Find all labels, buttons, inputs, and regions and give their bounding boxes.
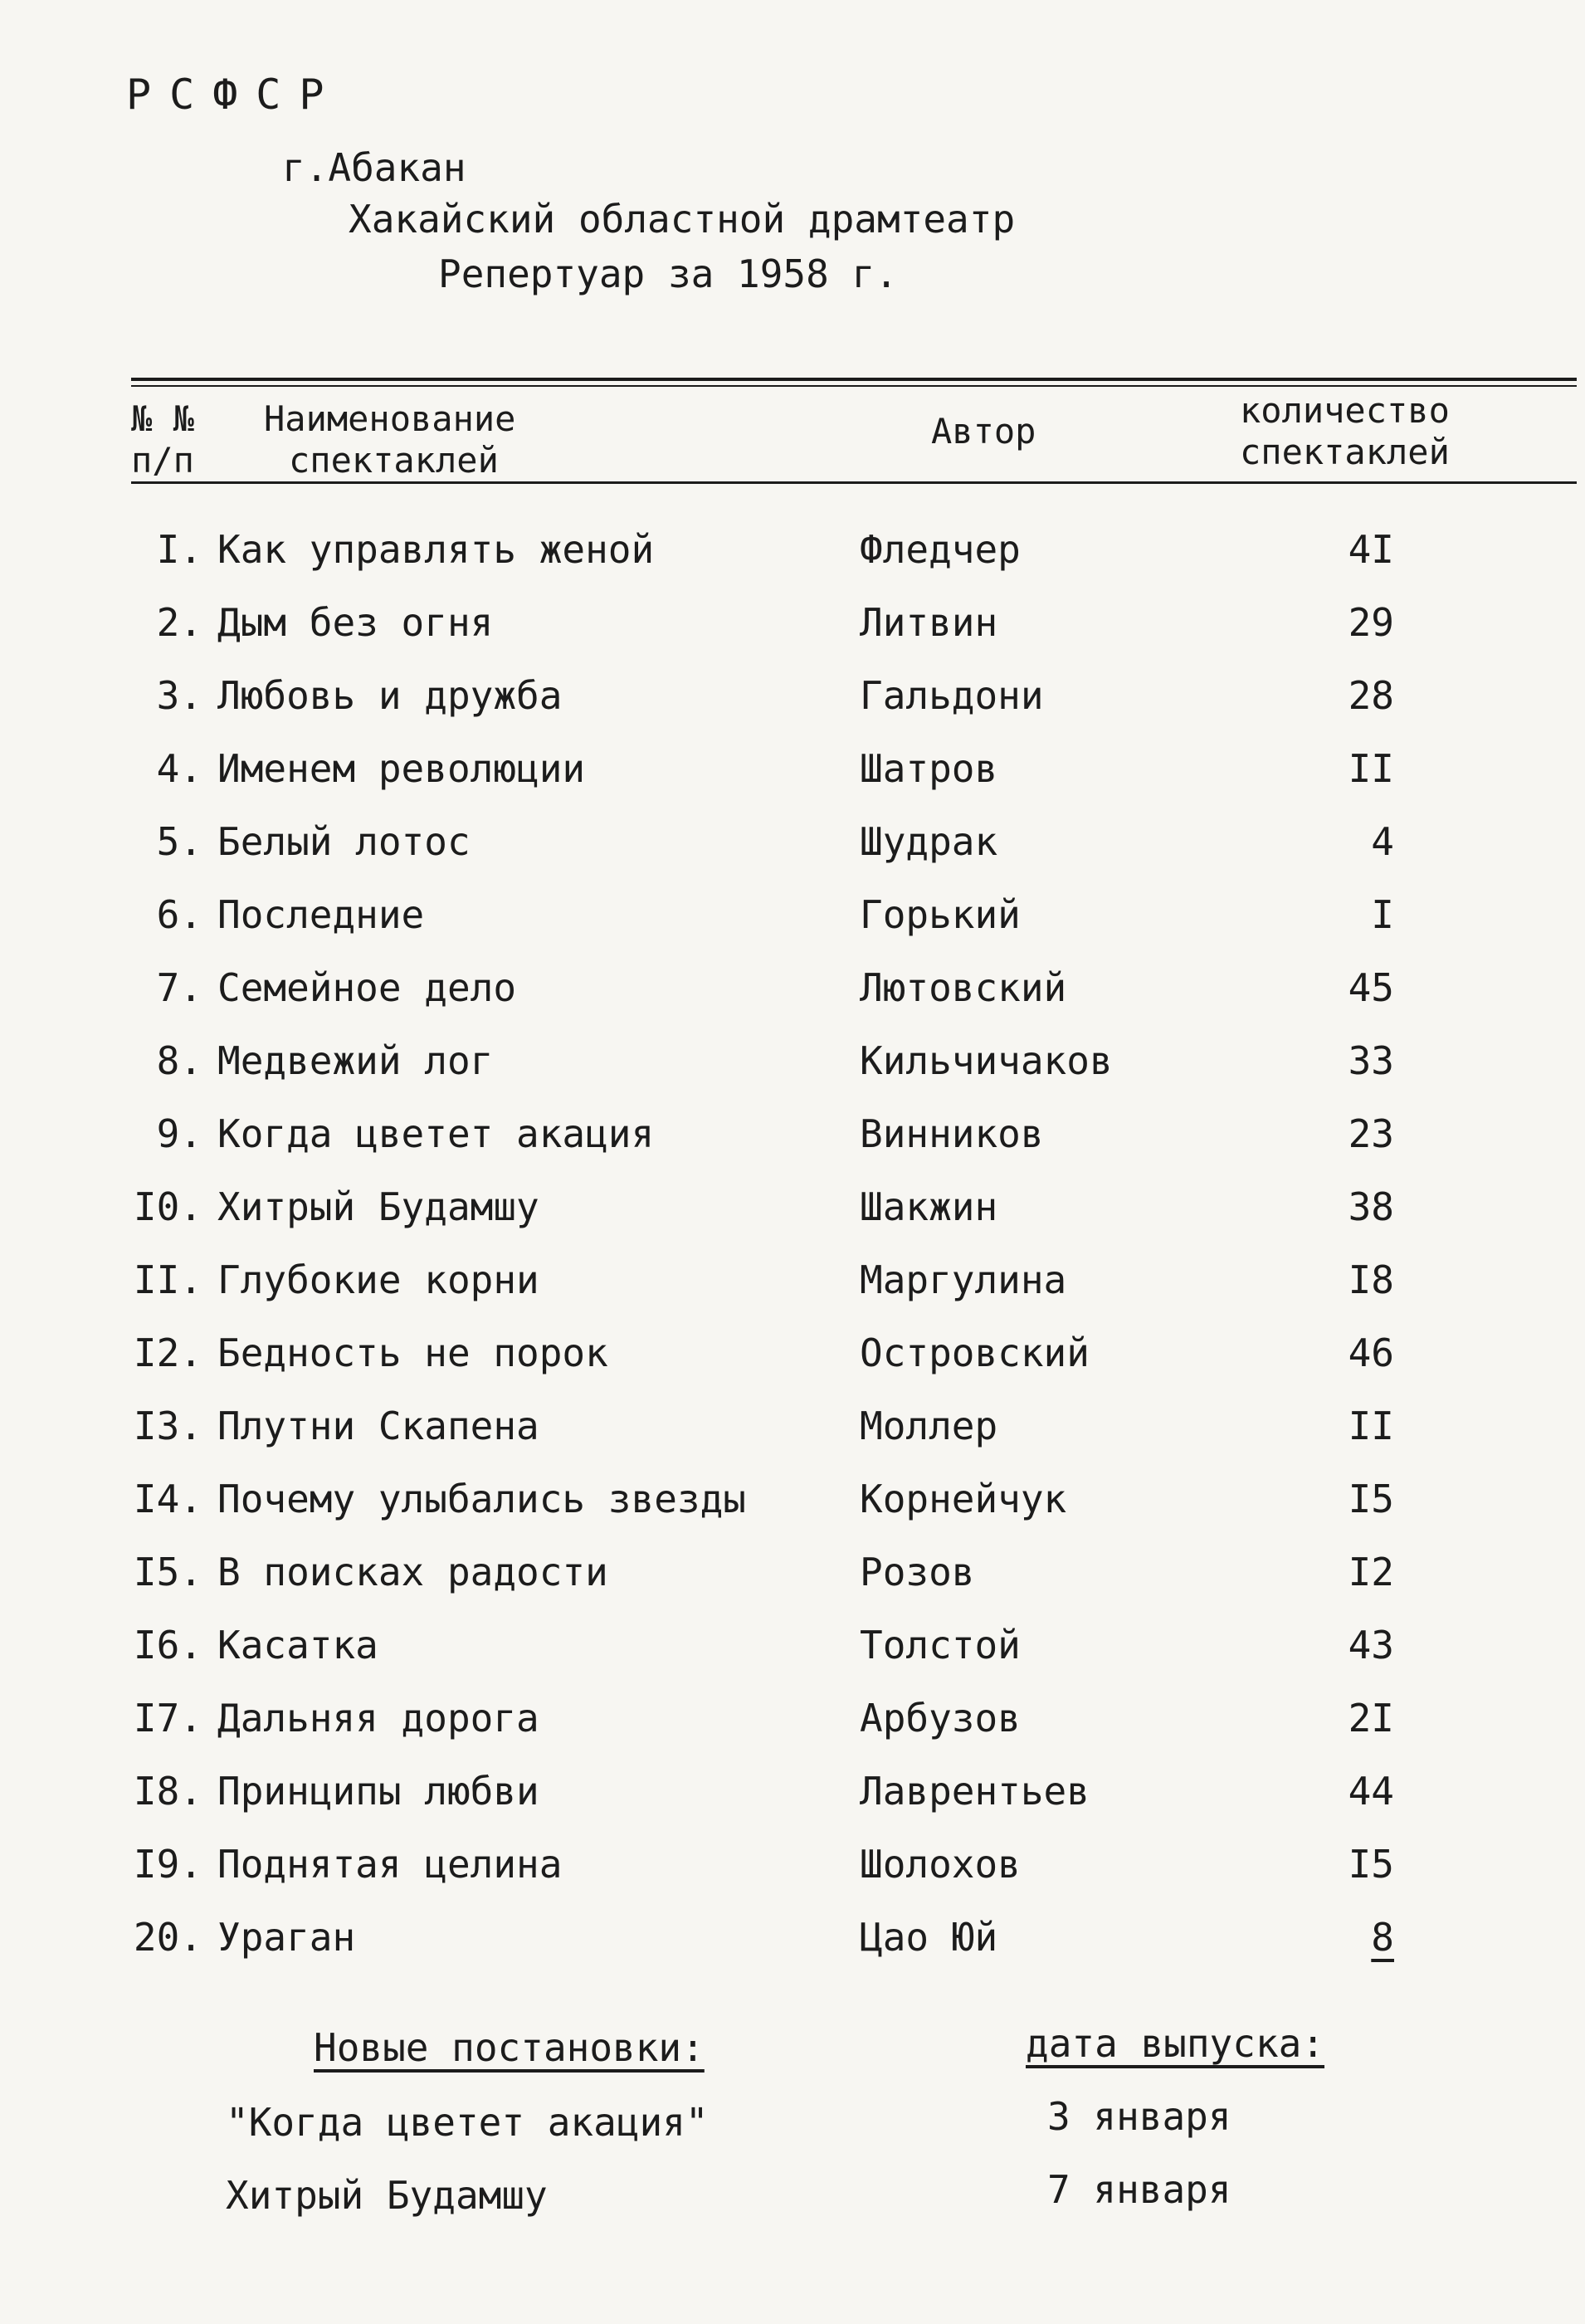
row-number: I7. <box>133 1696 202 1741</box>
row-author: Гальдони <box>860 673 1044 718</box>
row-author: Цао Юй <box>860 1915 998 1960</box>
table-row <box>0 965 1585 1038</box>
row-count: 2I <box>1348 1696 1394 1741</box>
row-title: Белый лотос <box>217 819 471 864</box>
row-number: I5. <box>133 1550 202 1594</box>
row-number: 5. <box>156 819 202 864</box>
table-row <box>0 1769 1585 1842</box>
row-author: Шакжин <box>860 1184 998 1229</box>
row-count: I2 <box>1348 1550 1394 1594</box>
row-count: II <box>1348 1404 1394 1448</box>
column-header-number-line1: № № <box>131 398 194 439</box>
row-count: 28 <box>1348 673 1394 718</box>
repertoire-heading: Репертуар за 1958 г. <box>438 251 898 296</box>
table-row <box>0 1842 1585 1915</box>
row-count: I5 <box>1348 1477 1394 1521</box>
column-header-number <box>131 398 194 481</box>
row-number: 6. <box>156 892 202 937</box>
row-number: I8. <box>133 1769 202 1814</box>
row-author: Лютовский <box>860 965 1067 1010</box>
table-row <box>0 673 1585 746</box>
row-count: 46 <box>1348 1330 1394 1375</box>
row-title: Дым без огня <box>217 600 494 645</box>
table-row <box>0 1696 1585 1769</box>
table-row <box>0 746 1585 819</box>
row-title: Бедность не порок <box>217 1330 608 1375</box>
row-author: Толстой <box>860 1623 1021 1667</box>
row-count: I8 <box>1348 1257 1394 1302</box>
table-row <box>0 819 1585 892</box>
table-header-rule <box>131 481 1577 484</box>
column-header-author: Автор <box>931 411 1036 452</box>
row-number: I9. <box>133 1842 202 1887</box>
column-header-count-line2: спектаклей <box>1240 432 1450 472</box>
table-top-rule-thin <box>131 385 1577 387</box>
row-title: В поисках радости <box>217 1550 608 1594</box>
row-count: 43 <box>1348 1623 1394 1667</box>
row-author: Кильчичаков <box>860 1038 1113 1083</box>
row-title: Поднятая целина <box>217 1842 563 1887</box>
row-title: Медвежий лог <box>217 1038 494 1083</box>
table-row <box>0 1550 1585 1623</box>
column-header-title-line2: спектаклей <box>289 440 499 481</box>
row-author: Маргулина <box>860 1257 1067 1302</box>
new-production-date: 3 января <box>1047 2094 1231 2139</box>
row-count: 44 <box>1348 1769 1394 1814</box>
new-production-date: 7 января <box>1047 2167 1231 2212</box>
row-author: Арбузов <box>860 1696 1021 1741</box>
column-header-count <box>1240 390 1450 473</box>
repertoire-table <box>0 527 1585 1988</box>
row-count: I <box>1371 892 1394 937</box>
table-row <box>0 1111 1585 1184</box>
row-number: I0. <box>133 1184 202 1229</box>
row-title: Плутни Скапена <box>217 1404 539 1448</box>
row-title: Как управлять женой <box>217 527 655 572</box>
row-number: 2. <box>156 600 202 645</box>
row-count: 33 <box>1348 1038 1394 1083</box>
row-author: Островский <box>860 1330 1090 1375</box>
row-number: 8. <box>156 1038 202 1083</box>
new-production-title: Хитрый Будамшу <box>226 2173 548 2218</box>
row-author: Горький <box>860 892 1021 937</box>
column-header-title <box>264 398 515 481</box>
row-title: Последние <box>217 892 425 937</box>
row-number: I. <box>156 527 202 572</box>
row-title: Когда цветет акация <box>217 1111 655 1156</box>
row-number: I2. <box>133 1330 202 1375</box>
country-heading: РСФСР <box>126 71 343 119</box>
row-count: 38 <box>1348 1184 1394 1229</box>
table-row <box>0 1404 1585 1477</box>
table-row <box>0 1184 1585 1257</box>
table-row <box>0 1330 1585 1404</box>
row-number: II. <box>133 1257 202 1302</box>
row-author: Винников <box>860 1111 1044 1156</box>
new-production-title: "Когда цветет акация" <box>226 2100 709 2145</box>
row-title: Именем революции <box>217 746 586 791</box>
row-title: Любовь и дружба <box>217 673 563 718</box>
column-header-number-line2: п/п <box>131 440 194 481</box>
row-count: 4 <box>1371 819 1394 864</box>
row-number: I4. <box>133 1477 202 1521</box>
row-number: I3. <box>133 1404 202 1448</box>
theatre-heading: Хакайский областной драмтеатр <box>349 197 1016 242</box>
table-row <box>0 892 1585 965</box>
row-title: Почему улыбались звезды <box>217 1477 746 1521</box>
table-row <box>0 1038 1585 1111</box>
row-author: Фледчер <box>860 527 1021 572</box>
table-row <box>0 1915 1585 1988</box>
table-row <box>0 1623 1585 1696</box>
row-count: 29 <box>1348 600 1394 645</box>
table-row <box>0 600 1585 673</box>
row-title: Хитрый Будамшу <box>217 1184 539 1229</box>
row-author: Лаврентьев <box>860 1769 1090 1814</box>
table-top-rule <box>131 378 1577 381</box>
row-count: 8 <box>1371 1915 1394 1960</box>
column-header-title-line1: Наименование <box>264 398 516 439</box>
city-heading: г.Абакан <box>282 145 466 190</box>
row-number: 7. <box>156 965 202 1010</box>
row-author: Шудрак <box>860 819 998 864</box>
row-number: 3. <box>156 673 202 718</box>
table-row <box>0 1477 1585 1550</box>
row-number: 9. <box>156 1111 202 1156</box>
row-count: 4I <box>1348 527 1394 572</box>
table-row <box>0 527 1585 600</box>
row-title: Принципы любви <box>217 1769 539 1814</box>
row-author: Моллер <box>860 1404 998 1448</box>
release-date-heading: дата выпуска: <box>1026 2021 1325 2066</box>
row-number: 20. <box>133 1915 202 1960</box>
row-count: 45 <box>1348 965 1394 1010</box>
row-number: I6. <box>133 1623 202 1667</box>
row-title: Касатка <box>217 1623 378 1667</box>
row-author: Литвин <box>860 600 998 645</box>
row-title: Дальняя дорога <box>217 1696 539 1741</box>
column-header-count-line1: количество <box>1240 390 1450 431</box>
row-number: 4. <box>156 746 202 791</box>
row-count: II <box>1348 746 1394 791</box>
row-title: Глубокие корни <box>217 1257 539 1302</box>
row-author: Корнейчук <box>860 1477 1067 1521</box>
row-count: I5 <box>1348 1842 1394 1887</box>
row-author: Розов <box>860 1550 975 1594</box>
table-row <box>0 1257 1585 1330</box>
row-author: Шатров <box>860 746 998 791</box>
row-count: 23 <box>1348 1111 1394 1156</box>
row-title: Ураган <box>217 1915 356 1960</box>
row-title: Семейное дело <box>217 965 517 1010</box>
new-productions-heading: Новые постановки: <box>314 2025 705 2070</box>
row-author: Шолохов <box>860 1842 1021 1887</box>
